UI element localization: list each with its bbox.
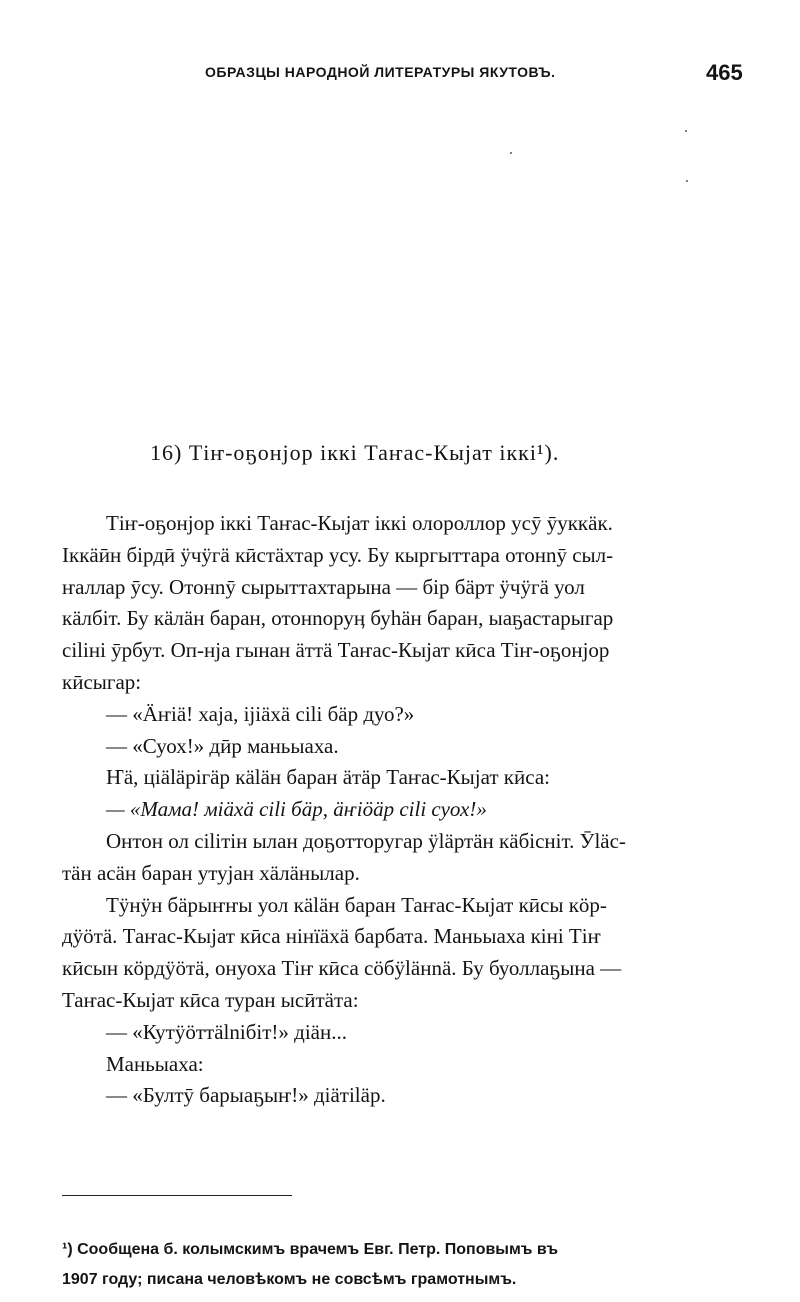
paragraph-line: тӓн асӓн баран утуjан хӓлӓнылар. <box>62 860 360 885</box>
print-speck <box>685 130 687 132</box>
footnote <box>62 1235 762 1295</box>
running-title: ОБРАЗЦЫ НАРОДНОЙ ЛИТЕРАТУРЫ ЯКУТОВЪ. <box>205 64 556 80</box>
paragraph-line: кӣсын кӧрдӱӧтӓ, онуоха Тіҥ кӣса сӧбӱlӓнnӓ. Бу буоллаҕына — <box>62 956 622 981</box>
paragraph-line: сіlіні ӯрбут. Оп-нjа гынан ӓттӓ Таҥас-Кыjат кӣса Тіҥ-оҕонjор <box>62 638 610 663</box>
dialogue-line: — «Бултӯ барыаҕыҥ!» діӓтіlӓр. <box>106 1083 386 1108</box>
paragraph-line: кӓлбіт. Бу кӓлӓн баран, отонnоруӊ буһӓн баран, ыаҕастарыгар <box>62 606 614 631</box>
body-text <box>62 508 754 1112</box>
paragraph-line: дӱӧтӓ. Таҥас-Кыjат кӣса нінїӓхӓ барбата. Маньыаха кіні Тіҥ <box>62 924 601 949</box>
page-number: 465 <box>706 60 743 85</box>
paragraph-line: Іккӓӣн бірдӣ ӱчӱгӓ кӣстӓхтар усу. Бу кыргыттара отонnӯ сыл- <box>62 542 614 567</box>
paragraph-line: Таҥас-Кыjат кӣса туран ысӣтӓта: <box>62 987 359 1012</box>
footnote-divider <box>62 1195 292 1196</box>
paragraph-line: кӣсыгар: <box>62 669 142 694</box>
footnote-line: ¹) Сообщена б. колымскимъ врачемъ Евг. Петр. Поповымъ въ <box>62 1241 559 1258</box>
paragraph-line: Ҥӓ, ціӓlӓрігӓр кӓlӓн баран ӓтӓр Таҥас-Кыjат кӣса: <box>106 765 550 790</box>
paragraph-line: Тӱнӱн бӓрыҥҥы уол кӓlӓн баран Таҥас-Кыjат кӣсы кӧр- <box>106 892 607 917</box>
dialogue-line: — «Мама! міӓхӓ сіlі бӓр, ӓҥіӧӓр сіlі суох!» <box>106 797 487 822</box>
paragraph-line: Тіҥ-оҕонjор іккі Таҥас-Кыjат іккі олороллор усӯ ӯуккӓк. <box>106 511 613 535</box>
print-speck <box>510 152 512 154</box>
section-title: 16) Тіҥ-оҕонjор іккі Таҥас-Кыjат іккі¹). <box>150 440 560 465</box>
dialogue-line: — «Ӓҥіӓ! хаjа, іjіӓхӓ сіlі бӓр дуо?» <box>106 701 415 726</box>
paragraph-line: ҥаллар ӯсу. Отонnӯ сырыттахтарына — бір бӓрт ӱчӱгӓ уол <box>62 574 585 599</box>
paragraph-line: Маньыаха: <box>106 1051 204 1076</box>
footnote-line: 1907 году; писана человѣкомъ не совсѣмъ грамотнымъ. <box>62 1271 517 1288</box>
dialogue-line: — «Суох!» дӣр маньыаха. <box>106 733 339 758</box>
print-speck <box>686 180 688 182</box>
paragraph-line: Онтон ол сіlітін ылан доҕотторугар ӱlӓртӓн кӓбісніт. Ӯlӓс- <box>106 828 626 853</box>
dialogue-line: — «Кутӱӧттӓlnібіт!» діӓн... <box>106 1019 347 1044</box>
